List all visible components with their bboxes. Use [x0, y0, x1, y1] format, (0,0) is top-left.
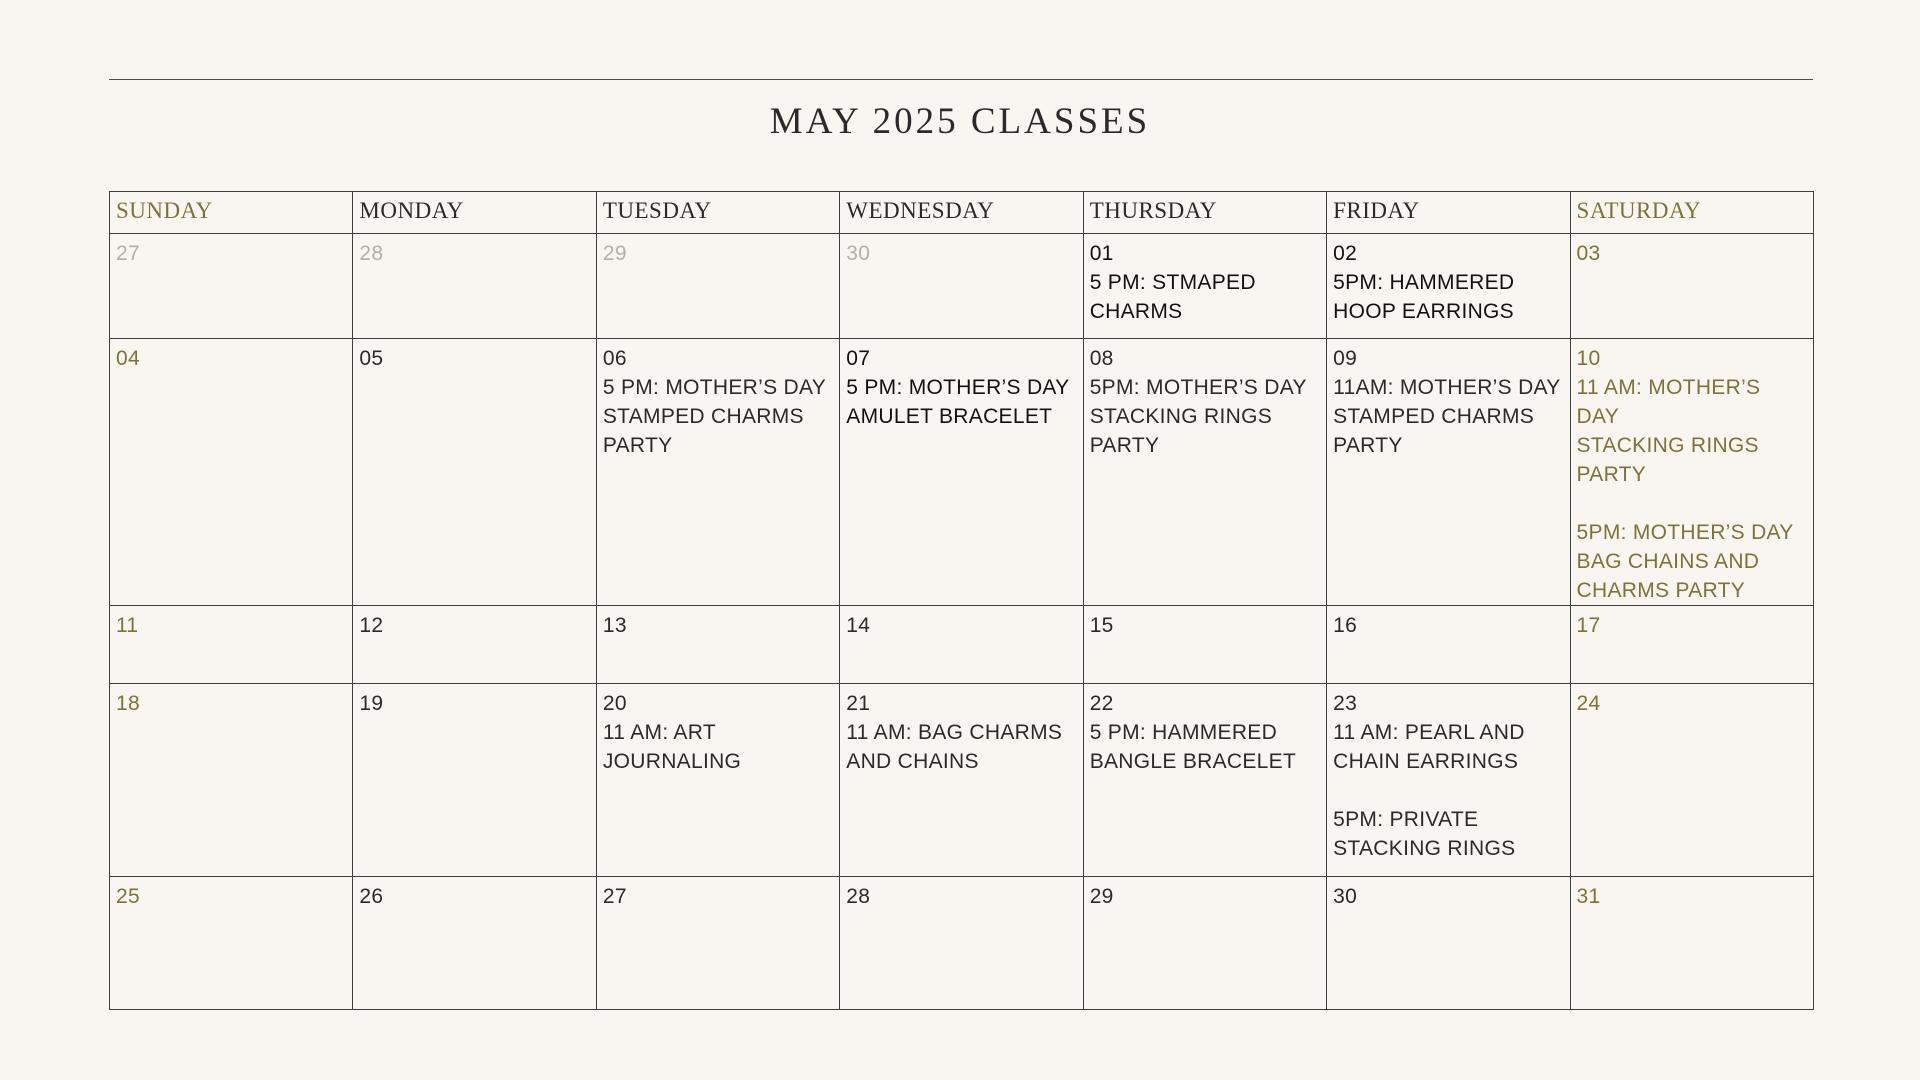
day-number: 09: [1333, 347, 1358, 370]
weekday-header-friday: FRIDAY: [1327, 192, 1570, 234]
day-number: 31: [1576, 885, 1601, 908]
class-event: 5 PM: HAMMERED BANGLE BRACELET: [1089, 721, 1297, 773]
day-cell: [353, 877, 596, 1010]
weekday-header-thursday: THURSDAY: [1083, 192, 1326, 234]
day-cell: [1570, 234, 1813, 339]
day-cell: [596, 234, 839, 339]
day-cell: [840, 877, 1083, 1010]
calendar-grid: [109, 191, 1814, 1010]
day-cell: [110, 684, 353, 877]
day-cell: [1570, 684, 1813, 877]
day-number: 29: [602, 242, 627, 265]
weekday-header-sunday: SUNDAY: [110, 192, 353, 234]
day-number: 11: [116, 614, 139, 637]
day-number: 01: [1089, 242, 1114, 265]
week-row: [110, 606, 1814, 684]
class-event: 5 PM: MOTHER’S DAY AMULET BRACELET: [846, 376, 1070, 428]
day-cell: [110, 339, 353, 606]
day-number: 17: [1576, 614, 1601, 637]
day-cell: [1570, 606, 1813, 684]
day-number: 21: [846, 692, 871, 715]
day-cell: [596, 877, 839, 1010]
day-number: 03: [1576, 242, 1601, 265]
day-cell: [1327, 234, 1570, 339]
day-cell: [110, 877, 353, 1010]
weekday-header-monday: MONDAY: [353, 192, 596, 234]
day-number: 04: [116, 347, 140, 370]
week-row: [110, 339, 1814, 606]
day-cell: [110, 234, 353, 339]
day-number: 19: [359, 692, 384, 715]
class-event: 5PM: HAMMERED HOOP EARRINGS: [1333, 271, 1515, 323]
day-cell: [1083, 684, 1326, 877]
day-number: 15: [1089, 614, 1114, 637]
day-cell: [840, 684, 1083, 877]
day-number: 24: [1576, 692, 1601, 715]
day-number: 28: [359, 242, 384, 265]
day-number: 25: [116, 885, 140, 908]
class-event: 5PM: PRIVATE STACKING RINGS: [1333, 808, 1516, 860]
class-event: 5 PM: MOTHER’S DAY STAMPED CHARMS PARTY: [602, 376, 827, 457]
day-cell: [840, 234, 1083, 339]
day-number: 08: [1089, 347, 1114, 370]
day-number: 18: [116, 692, 140, 715]
day-cell: [596, 606, 839, 684]
day-number: 27: [602, 885, 627, 908]
class-event: 11 AM: BAG CHARMS AND CHAINS: [846, 721, 1063, 773]
day-cell: [840, 339, 1083, 606]
weekday-header-wednesday: WEDNESDAY: [840, 192, 1083, 234]
day-number: 02: [1333, 242, 1358, 265]
weekday-header-row: [110, 192, 1814, 234]
day-cell: [1083, 234, 1326, 339]
top-divider: [109, 79, 1813, 80]
day-cell: [353, 339, 596, 606]
day-cell: [596, 339, 839, 606]
day-cell: [353, 234, 596, 339]
day-number: 12: [359, 614, 384, 637]
day-number: 28: [846, 885, 871, 908]
day-number: 30: [1333, 885, 1358, 908]
day-cell: [353, 606, 596, 684]
day-number: 23: [1333, 692, 1358, 715]
day-number: 20: [602, 692, 627, 715]
day-number: 27: [116, 242, 140, 265]
day-number: 10: [1576, 347, 1601, 370]
day-cell: [1327, 339, 1570, 606]
class-event: 11 AM: ART JOURNALING: [602, 721, 742, 773]
day-number: 26: [359, 885, 384, 908]
day-number: 22: [1089, 692, 1114, 715]
day-number: 29: [1089, 885, 1114, 908]
day-cell: [840, 606, 1083, 684]
day-number: 07: [846, 347, 871, 370]
day-cell: [1570, 877, 1813, 1010]
class-event: 11 AM: MOTHER’S DAY STACKING RINGS PARTY: [1576, 376, 1761, 486]
day-cell: [1327, 606, 1570, 684]
page-title: MAY 2025 CLASSES: [769, 101, 1151, 142]
class-event: 5PM: MOTHER’S DAY BAG CHAINS AND CHARMS PARTY: [1576, 521, 1794, 602]
day-cell: [353, 684, 596, 877]
day-cell: [1327, 684, 1570, 877]
day-number: 13: [602, 614, 627, 637]
day-number: 30: [846, 242, 871, 265]
class-event: 11 AM: PEARL AND CHAIN EARRINGS: [1333, 721, 1525, 773]
week-row: [110, 234, 1814, 339]
day-number: 14: [846, 614, 871, 637]
day-number: 06: [602, 347, 627, 370]
week-row: [110, 684, 1814, 877]
day-cell: [1083, 877, 1326, 1010]
day-number: 16: [1333, 614, 1358, 637]
class-event: 5PM: MOTHER’S DAY STACKING RINGS PARTY: [1089, 376, 1307, 457]
day-cell: [1083, 339, 1326, 606]
day-cell: [110, 606, 353, 684]
day-cell: [596, 684, 839, 877]
day-number: 05: [359, 347, 384, 370]
weekday-header-saturday: SATURDAY: [1570, 192, 1813, 234]
week-row: [110, 877, 1814, 1010]
class-event: 5 PM: STMAPED CHARMS: [1089, 271, 1256, 323]
day-cell: [1570, 339, 1813, 606]
class-event: 11AM: MOTHER’S DAY STAMPED CHARMS PARTY: [1333, 376, 1561, 457]
weekday-header-tuesday: TUESDAY: [596, 192, 839, 234]
day-cell: [1327, 877, 1570, 1010]
day-cell: [1083, 606, 1326, 684]
